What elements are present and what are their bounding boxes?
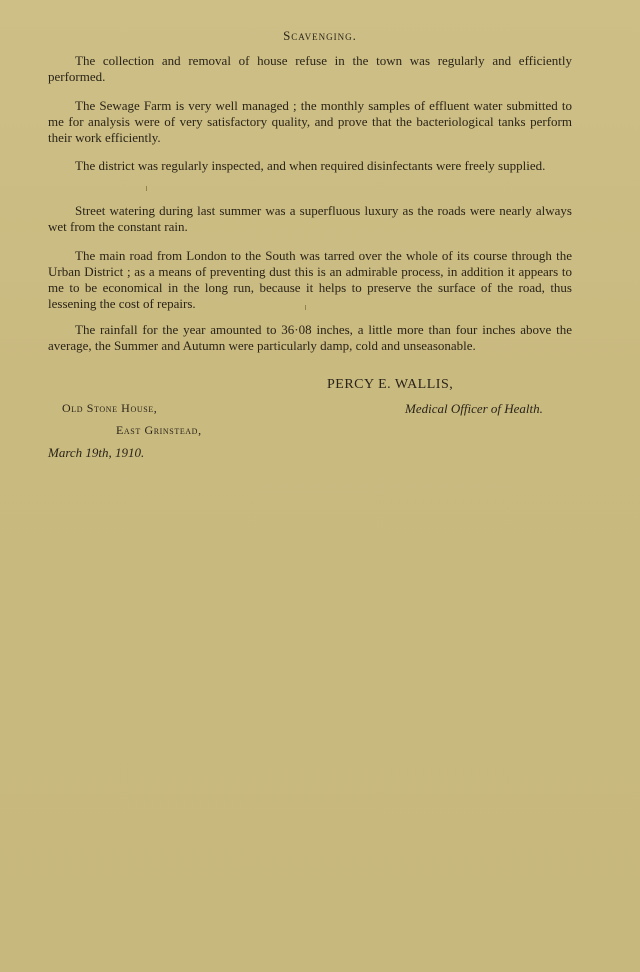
address-line-2: East Grinstead, bbox=[116, 423, 202, 437]
paragraph-street-watering: Street watering during last summer was a superfluous luxury as the roads were nearly always wet from the constant rain. bbox=[48, 203, 572, 234]
paragraph-rainfall: The rainfall for the year amounted to 36·08 inches, a little more than four inches above the average, the Summer and Autumn were particularly damp, cold and unseasonable. bbox=[48, 322, 572, 353]
paper-speck bbox=[305, 305, 306, 310]
paragraph-refuse-collection: The collection and removal of house refuse in the town was regularly and efficiently performed. bbox=[48, 53, 572, 84]
paper-speck bbox=[146, 186, 147, 191]
section-heading: Scavenging. bbox=[283, 28, 357, 43]
signature-title: Medical Officer of Health. bbox=[405, 401, 543, 416]
letter-date: March 19th, 1910. bbox=[48, 445, 145, 460]
paragraph-district-inspection: The district was regularly inspected, and when required disinfectants were freely supplied. bbox=[75, 158, 546, 173]
signature-name: PERCY E. WALLIS, bbox=[327, 377, 454, 392]
paragraph-main-road: The main road from London to the South was tarred over the whole of its course through the Urban District ; as a means of preventing dust this is an admirable process, in addition it appears to me to be economical in the long run, because it helps to preserve the surface of the road, thus lessening the cost of repairs. bbox=[48, 248, 572, 311]
paragraph-sewage-farm: The Sewage Farm is very well managed ; the monthly samples of effluent water submitted to me for analysis were of very satisfactory quality, and prove that the bacteriological tanks perform their work efficiently. bbox=[48, 98, 572, 145]
address-line-1: Old Stone House, bbox=[62, 401, 158, 415]
